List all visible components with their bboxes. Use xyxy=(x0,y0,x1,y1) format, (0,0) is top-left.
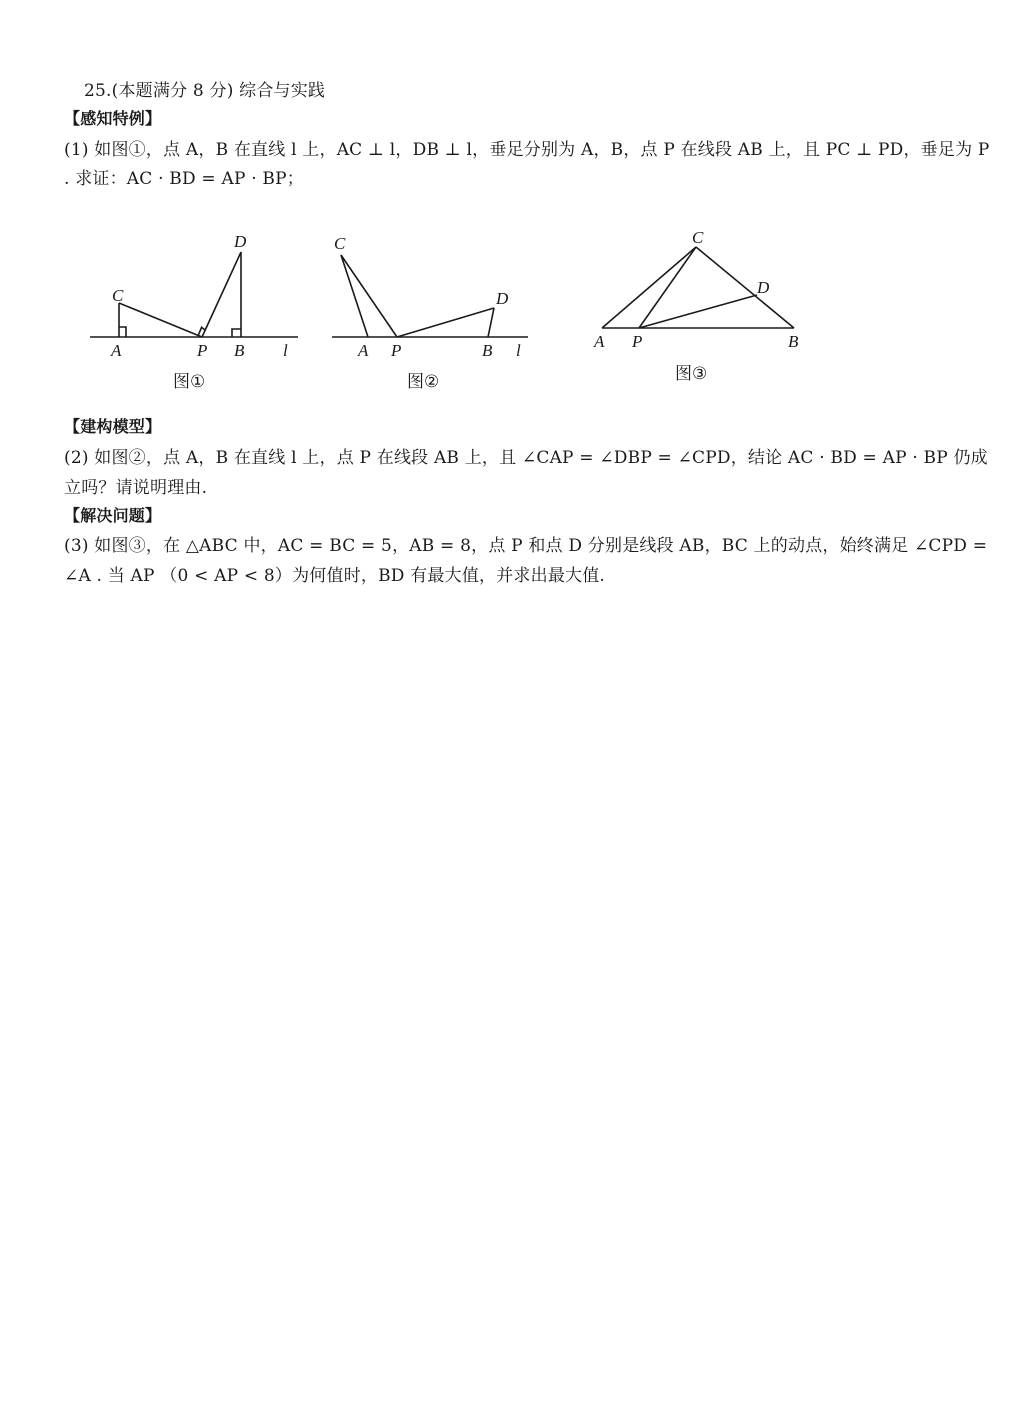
fig2-caption: 图② xyxy=(407,372,440,392)
fig2-label-c: C xyxy=(334,234,346,253)
fig2-label-p: P xyxy=(391,341,402,360)
fig2-segment-pd xyxy=(397,308,494,337)
fig3-label-d: D xyxy=(757,278,770,297)
fig3-segment-pc xyxy=(639,247,696,328)
fig2-label-b: B xyxy=(482,341,493,360)
fig1-label-p: P xyxy=(197,341,208,360)
fig3-segment-pd xyxy=(639,295,757,328)
question-2-line-1: (2) 如图②，点 A，B 在直线 l 上，点 P 在线段 AB 上，且 ∠CAP = ∠DBP = ∠CPD，结论 AC · BD = AP · BP 仍成 xyxy=(64,448,988,468)
fig2-segment-cp xyxy=(341,255,397,337)
fig1-caption: 图① xyxy=(173,372,206,392)
section-title-model: 【建构模型】 xyxy=(64,417,162,436)
figures-row xyxy=(0,215,1016,400)
fig1-label-a: A xyxy=(111,341,122,360)
fig1-label-b: B xyxy=(234,341,245,360)
fig3-caption: 图③ xyxy=(675,364,708,384)
question-3-line-1: (3) 如图③，在 △ABC 中，AC = BC = 5，AB = 8，点 P 和点 D 分别是线段 AB，BC 上的动点，始终满足 ∠CPD = xyxy=(64,536,988,556)
section-title-solve: 【解决问题】 xyxy=(64,506,162,525)
fig3-label-p: P xyxy=(632,332,643,351)
fig3-segment-cb xyxy=(696,247,794,328)
fig1-label-l: l xyxy=(283,341,288,360)
question-3-line-2: ∠A . 当 AP （0 < AP < 8）为何值时，BD 有最大值，并求出最大值. xyxy=(64,566,606,586)
question-1-line-1: (1) 如图①，点 A，B 在直线 l 上，AC ⊥ l，DB ⊥ l，垂足分别为 A，B，点 P 在线段 AB 上，且 PC ⊥ PD，垂足为 P xyxy=(64,140,990,160)
fig2-segment-db xyxy=(488,308,494,337)
section-title-perception: 【感知特例】 xyxy=(64,109,162,128)
fig1-label-c: C xyxy=(112,286,124,305)
fig1-segment-cp xyxy=(119,303,202,337)
fig2-label-l: l xyxy=(516,341,521,360)
fig2-segment-ca xyxy=(341,255,368,337)
problem-header: 25.(本题满分 8 分) 综合与实践 xyxy=(84,81,326,101)
fig2-label-d: D xyxy=(496,289,509,308)
fig2-label-a: A xyxy=(358,341,369,360)
fig3-label-a: A xyxy=(594,332,605,351)
fig3-label-b: B xyxy=(788,332,799,351)
fig1-segment-pd xyxy=(202,252,241,337)
fig1-right-angle-b xyxy=(232,329,241,337)
fig3-label-c: C xyxy=(692,228,704,247)
question-2-line-2: 立吗？请说明理由. xyxy=(64,478,208,498)
fig1-label-d: D xyxy=(234,232,247,251)
fig1-right-angle-a xyxy=(119,327,126,337)
question-1-line-2: . 求证：AC · BD = AP · BP； xyxy=(64,169,304,189)
